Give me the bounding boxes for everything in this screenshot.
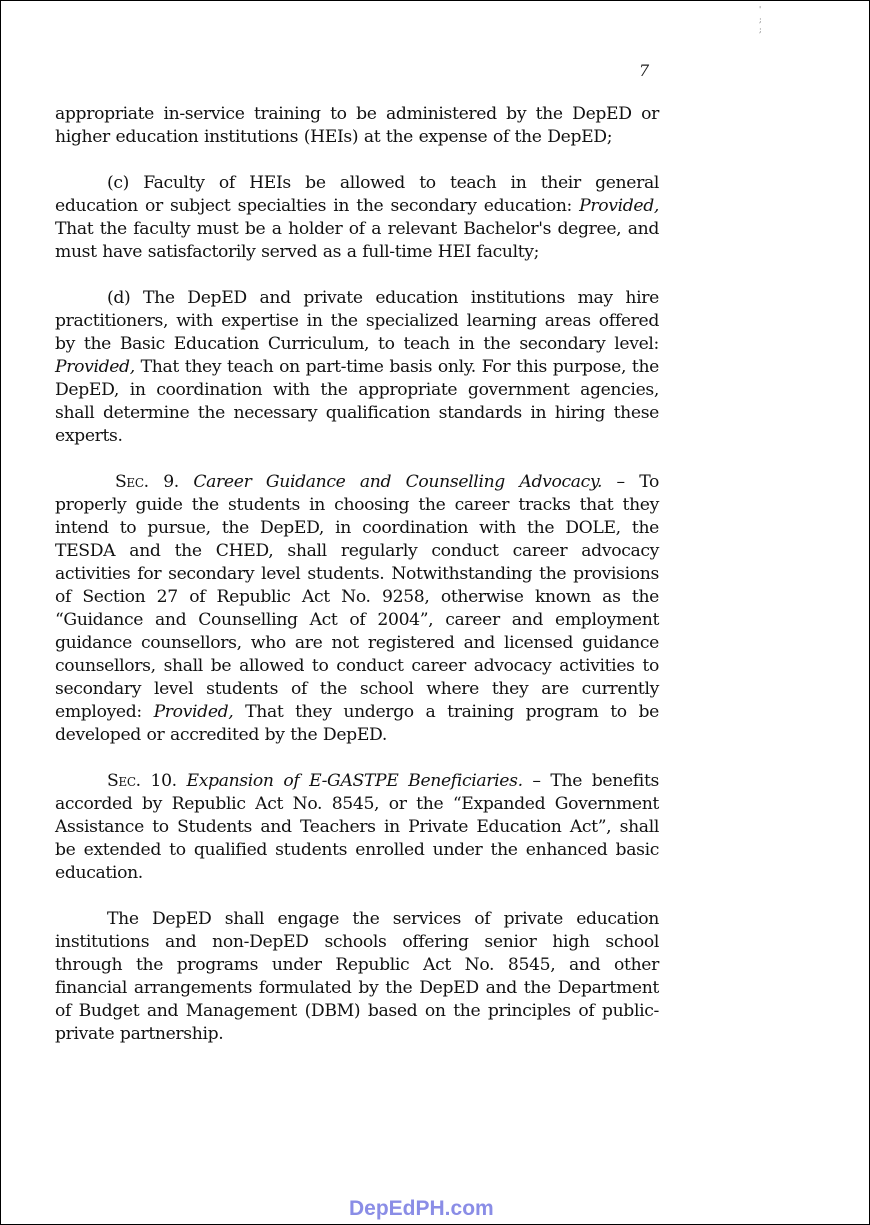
- section-10-text: The benefits accorded by Republic Act No. 8545, or the “Expanded Government Assistance to Students and Teachers in Private Education Act”, shall be extended to qualified students enrolled under the enhanced basic education.: [55, 771, 659, 883]
- paragraph-item-d: [55, 287, 659, 448]
- scan-corner-marks: ' ; ;: [759, 5, 762, 34]
- provided-term: Provided,: [55, 357, 135, 377]
- section-9-rest: That they undergo a training program to be developed or accredited by the DepED.: [55, 702, 659, 745]
- paragraph-item-c: [55, 172, 659, 264]
- item-c-text: (c) Faculty of HEIs be allowed to teach in their general education or subject specialties in the secondary education:: [55, 173, 659, 216]
- section-dash: –: [522, 771, 541, 791]
- section-10-title: Expansion of E-GASTPE Beneficiaries.: [186, 771, 523, 791]
- section-10-paragraph-2: The DepED shall engage the services of private education institutions and non-DepED schools offering senior high school through the programs under Republic Act No. 8545, and other financial arrangements formulated by the DepED and the Department of Budget and Management (DBM) based on the principles of public-private partnership.: [55, 909, 659, 1044]
- section-9-text: To properly guide the students in choosing the career tracks that they intend to pursue, the DepED, in coordination with the DOLE, the TESDA and the CHED, shall regularly conduct career advocacy activities for secondary level students. Notwithstanding the provisions of Section 27 of Republic Act No. 9258, otherwise known as the “Guidance and Counselling Act of 2004”, career and employment guidance counsellors, who are not registered and licensed guidance counsellors, shall be allowed to conduct career advocacy activities to secondary level students of the school where they are currently employed:: [55, 472, 660, 722]
- item-d-text: (d) The DepED and private education institutions may hire practitioners, with expertise in the specialized learning areas offered by the Basic Education Curriculum, to teach in the secondary level:: [55, 288, 659, 354]
- section-10: [55, 770, 659, 885]
- document-body: [55, 103, 659, 1069]
- section-dash: –: [602, 472, 625, 492]
- item-c-rest: That the faculty must be a holder of a relevant Bachelor's degree, and must have satisfactorily served as a full-time HEI faculty;: [55, 219, 659, 262]
- provided-term: Provided,: [579, 196, 659, 216]
- provided-term: Provided,: [153, 702, 234, 722]
- section-9-title: Career Guidance and Counselling Advocacy.: [193, 472, 603, 492]
- section-9: [55, 471, 659, 747]
- watermark-link[interactable]: DepEdPH.com: [349, 1197, 494, 1220]
- item-d-rest: That they teach on part-time basis only. For this purpose, the DepED, in coordination with the appropriate government agencies, shall determine the necessary qualification standards in hiring these experts.: [55, 357, 659, 446]
- paragraph-continuation: appropriate in-service training to be administered by the DepED or higher education institutions (HEIs) at the expense of the DepED;: [55, 104, 659, 147]
- page-number: 7: [639, 61, 650, 80]
- section-10-label: Sec. 10.: [107, 771, 177, 791]
- section-9-label: Sec. 9.: [115, 472, 179, 492]
